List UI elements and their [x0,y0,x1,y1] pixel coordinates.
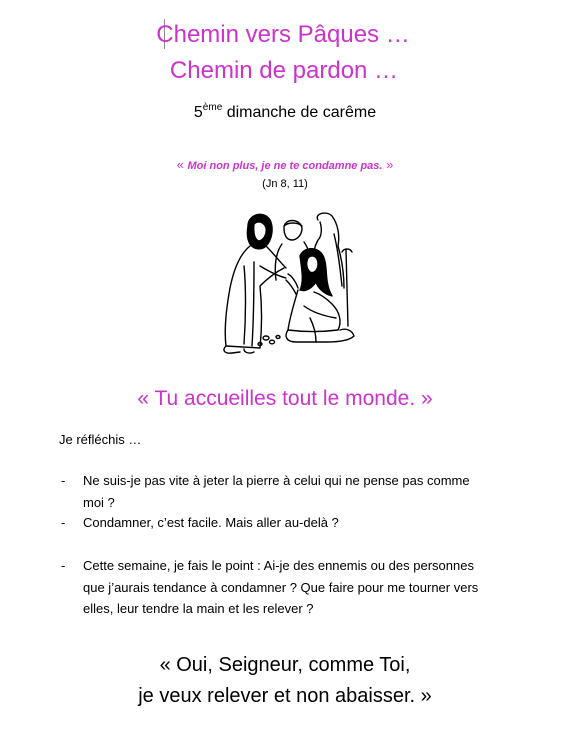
closing-prayer-line-1: « Oui, Seigneur, comme Toi, [159,654,411,676]
bible-verse [0,157,570,174]
title-line-1: Chemin vers Pâques … [156,21,410,48]
bullet-3-line-3: elles, leur tendre la main et les relever ? [83,601,314,616]
bullet-dash-2: - [61,515,66,530]
jesus-and-woman-illustration [214,206,360,356]
bullet-1-line-2: moi ? [83,495,115,510]
bullet-dash-1: - [61,473,66,488]
verse-text: Moi non plus, je ne te condamne pas. [187,160,383,172]
title-line-2: Chemin de pardon … [169,57,399,84]
closing-prayer-line-2: je veux relever et non abaisser. » [138,685,432,707]
bullet-2-line-1: Condamner, c’est facile. Mais aller au-delà ? [83,515,339,530]
bullet-3-line-2: que j’aurais tendance à condamner ? Que faire pour me tourner vers [83,580,479,595]
bullet-3-line-1: Cette semaine, je fais le point : Ai-je des ennemis ou des personnes [83,558,474,573]
sunday-number: 5 [193,104,203,121]
headline-quote: « Tu accueilles tout le monde. » [137,387,433,410]
sunday-subtitle [0,102,570,124]
verse-open-quote: « [176,157,188,172]
sunday-text: dimanche de carême [222,104,377,121]
verse-reference: (Jn 8, 11) [262,178,308,190]
bullet-dash-3: - [61,558,66,573]
sunday-superscript: ème [202,102,223,113]
bullet-1-line-1: Ne suis-je pas vite à jeter la pierre à celui qui ne pense pas comme [83,473,470,488]
reflection-intro: Je réfléchis … [59,432,142,447]
verse-close-quote: » [382,157,394,172]
